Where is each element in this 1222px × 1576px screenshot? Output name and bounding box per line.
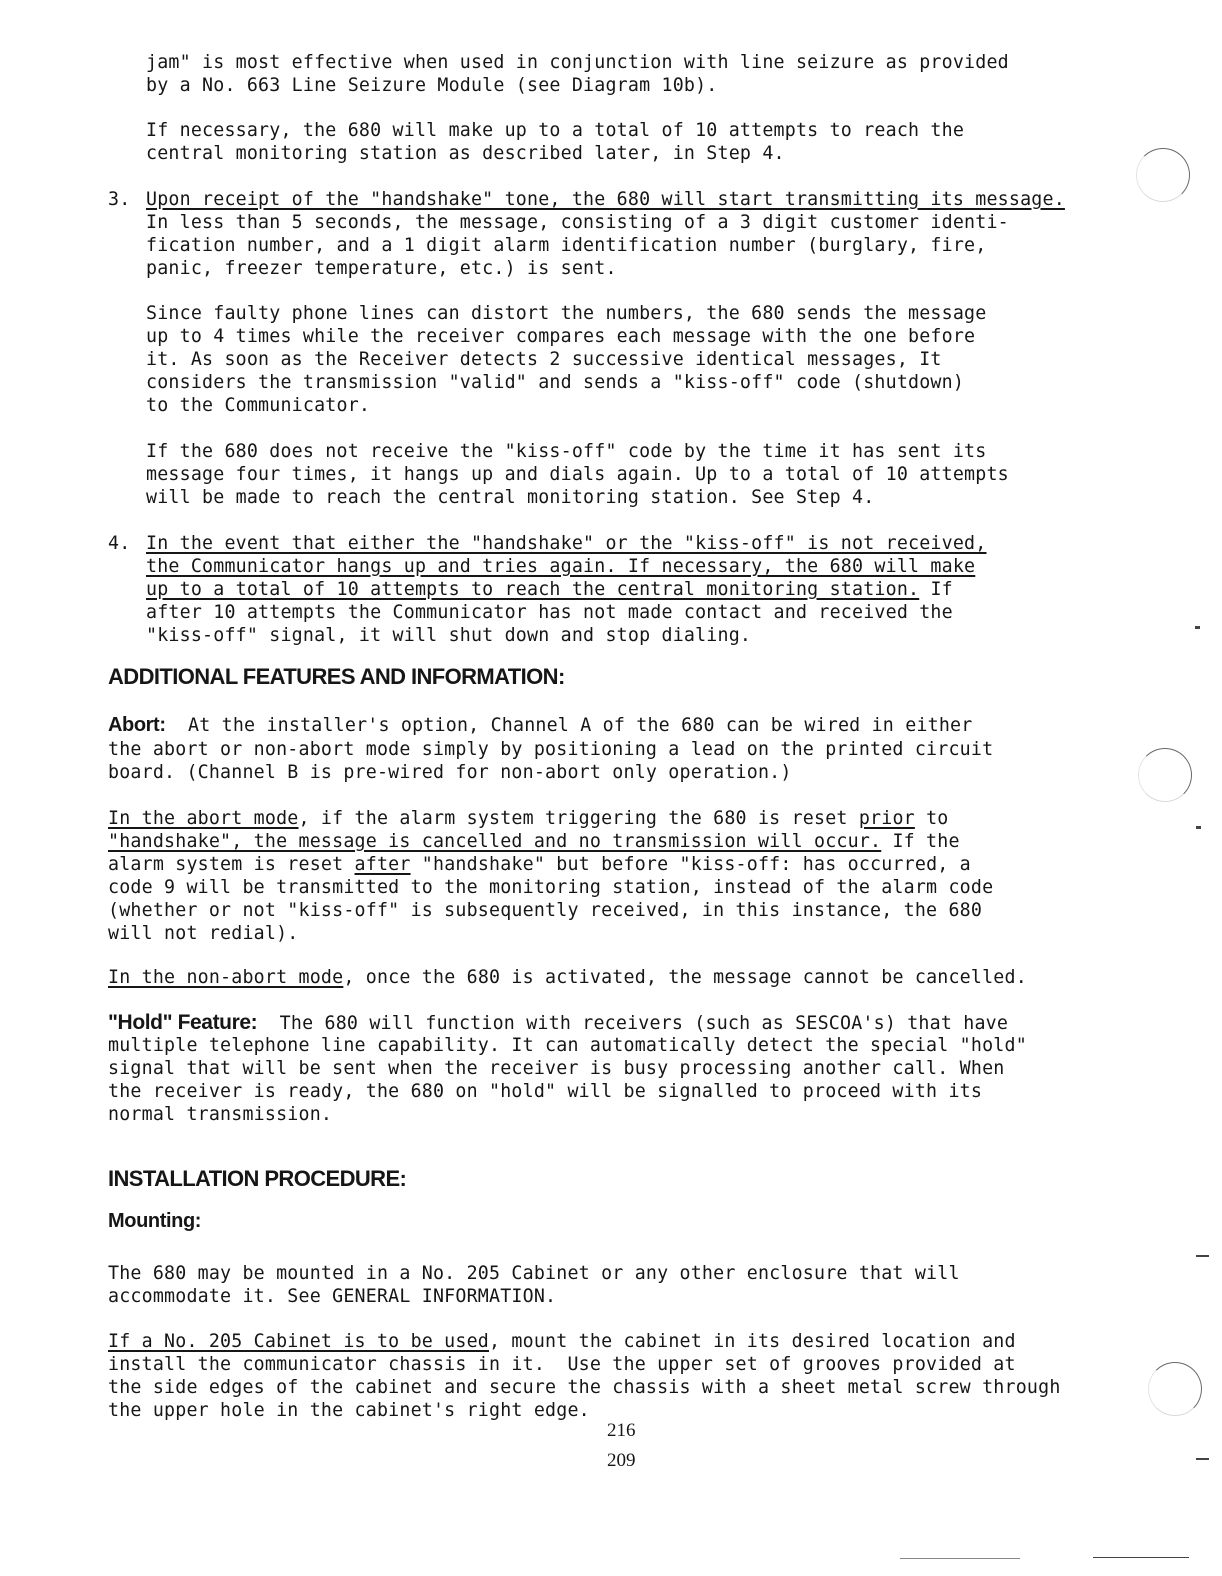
text-line: will be made to reach the central monitoring station. See Step 4. xyxy=(146,487,875,508)
text-line: Since faulty phone lines can distort the numbers, the 680 sends the message xyxy=(146,303,987,324)
text-fragment: "handshake" but before "kiss-off: has occurred, a xyxy=(410,854,971,875)
text-line: after 10 attempts the Communicator has not made contact and received the xyxy=(146,602,953,623)
text-line xyxy=(108,1011,1008,1035)
margin-mark xyxy=(900,1558,1020,1559)
underlined-phrase: after xyxy=(354,854,411,875)
underlined-phrase: prior xyxy=(858,808,915,829)
margin-mark xyxy=(1196,1255,1209,1257)
text-line xyxy=(108,966,1027,989)
text-line: by a No. 663 Line Seizure Module (see Diagram 10b). xyxy=(146,75,718,96)
text-line: panic, freezer temperature, etc.) is sent. xyxy=(146,258,617,279)
punch-hole-mark xyxy=(1148,1362,1202,1416)
text-line: up to 4 times while the receiver compares each message with the one before xyxy=(146,326,976,347)
text-line: it. As soon as the Receiver detects 2 successive identical messages, It xyxy=(146,349,942,370)
margin-mark xyxy=(1093,1557,1189,1558)
text-line: message four times, it hangs up and dials again. Up to a total of 10 attempts xyxy=(146,464,1009,485)
text-line xyxy=(146,578,953,601)
text-line: In less than 5 seconds, the message, consisting of a 3 digit customer identi- xyxy=(146,212,1009,233)
text-line: considers the transmission "valid" and sends a "kiss-off" code (shutdown) xyxy=(146,372,965,393)
page-number: 209 xyxy=(607,1450,636,1471)
text-line: board. (Channel B is pre-wired for non-abort only operation.) xyxy=(108,762,792,783)
underlined-phrase: If a No. 205 Cabinet is to be used xyxy=(108,1331,490,1352)
underlined-phrase: up to a total of 10 attempts to reach the central monitoring station. xyxy=(146,579,920,600)
section-heading: INSTALLATION PROCEDURE: xyxy=(108,1166,407,1191)
step-number: 3. xyxy=(108,189,131,210)
text-line xyxy=(108,830,960,853)
text-line: "kiss-off" signal, it will shut down and stop dialing. xyxy=(146,625,752,646)
text-line: to the Communicator. xyxy=(146,395,371,416)
text-line: the receiver is ready, the 680 on "hold" will be signalled to proceed with its xyxy=(108,1081,983,1102)
text-line xyxy=(108,714,972,737)
text-fragment: , once the 680 is activated, the message cannot be cancelled. xyxy=(343,967,1027,988)
underlined-phrase: In the abort mode xyxy=(108,808,299,829)
text-fragment: , mount the cabinet in its desired location and xyxy=(489,1331,1016,1352)
margin-mark xyxy=(1196,1458,1209,1460)
text-line: The 680 may be mounted in a No. 205 Cabinet or any other enclosure that will xyxy=(108,1263,960,1284)
text-line: fication number, and a 1 digit alarm identification number (burglary, fire, xyxy=(146,235,987,256)
text-line: code 9 will be transmitted to the monitoring station, instead of the alarm code xyxy=(108,877,994,898)
underlined-phrase: "handshake", the message is cancelled and no transmission will occur. xyxy=(108,831,882,852)
abort-label: Abort: xyxy=(108,714,166,736)
text-line: install the communicator chassis in it. Use the upper set of grooves provided at xyxy=(108,1354,1016,1375)
text-line xyxy=(108,807,948,830)
text-fragment: to xyxy=(914,808,949,829)
text-line xyxy=(108,1330,1016,1353)
text-line: Upon receipt of the "handshake" tone, the 680 will start transmitting its message. xyxy=(146,189,1065,210)
text-line: jam" is most effective when used in conjunction with line seizure as provided xyxy=(146,52,1009,73)
subsection-heading: Mounting: xyxy=(108,1210,202,1232)
text-line: the upper hole in the cabinet's right edge. xyxy=(108,1400,590,1421)
margin-mark xyxy=(1195,626,1200,629)
text-fragment: , if the alarm system triggering the 680 is reset xyxy=(298,808,859,829)
text-line: will not redial). xyxy=(108,923,299,944)
text-line: accommodate it. See GENERAL INFORMATION. xyxy=(108,1286,557,1307)
text-line: normal transmission. xyxy=(108,1104,333,1125)
text-line xyxy=(108,853,971,876)
page-number: 216 xyxy=(607,1420,636,1441)
text-line: If the 680 does not receive the "kiss-off" code by the time it has sent its xyxy=(146,441,987,462)
hold-feature-label: "Hold" Feature: xyxy=(108,1011,258,1034)
text-line: (whether or not "kiss-off" is subsequently received, in this instance, the 680 xyxy=(108,900,983,921)
margin-mark xyxy=(1196,826,1201,829)
text-line: the Communicator hangs up and tries again. If necessary, the 680 will make xyxy=(146,556,976,577)
underlined-phrase: In the non-abort mode xyxy=(108,967,344,988)
text-line: If necessary, the 680 will make up to a total of 10 attempts to reach the xyxy=(146,120,965,141)
text-line: central monitoring station as described later, in Step 4. xyxy=(146,143,785,164)
text-fragment: The 680 will function with receivers (such as SESCOA's) that have xyxy=(257,1013,1009,1034)
text-line: In the event that either the "handshake" or the "kiss-off" is not received, xyxy=(146,533,987,554)
punch-hole-mark xyxy=(1136,148,1190,202)
text-fragment: At the installer's option, Channel A of the 680 can be wired in either xyxy=(165,715,973,736)
text-line: the abort or non-abort mode simply by positioning a lead on the printed circuit xyxy=(108,739,994,760)
text-line: signal that will be sent when the receiver is busy processing another call. When xyxy=(108,1058,1005,1079)
text-line: the side edges of the cabinet and secure the chassis with a sheet metal screw through xyxy=(108,1377,1061,1398)
text-fragment: If the xyxy=(881,831,960,852)
text-fragment: alarm system is reset xyxy=(108,854,355,875)
section-heading: ADDITIONAL FEATURES AND INFORMATION: xyxy=(108,664,565,689)
punch-hole-mark xyxy=(1138,748,1192,802)
text-line: multiple telephone line capability. It can automatically detect the special "hold" xyxy=(108,1035,1027,1056)
text-fragment: If xyxy=(919,579,953,600)
step-number: 4. xyxy=(108,533,131,554)
